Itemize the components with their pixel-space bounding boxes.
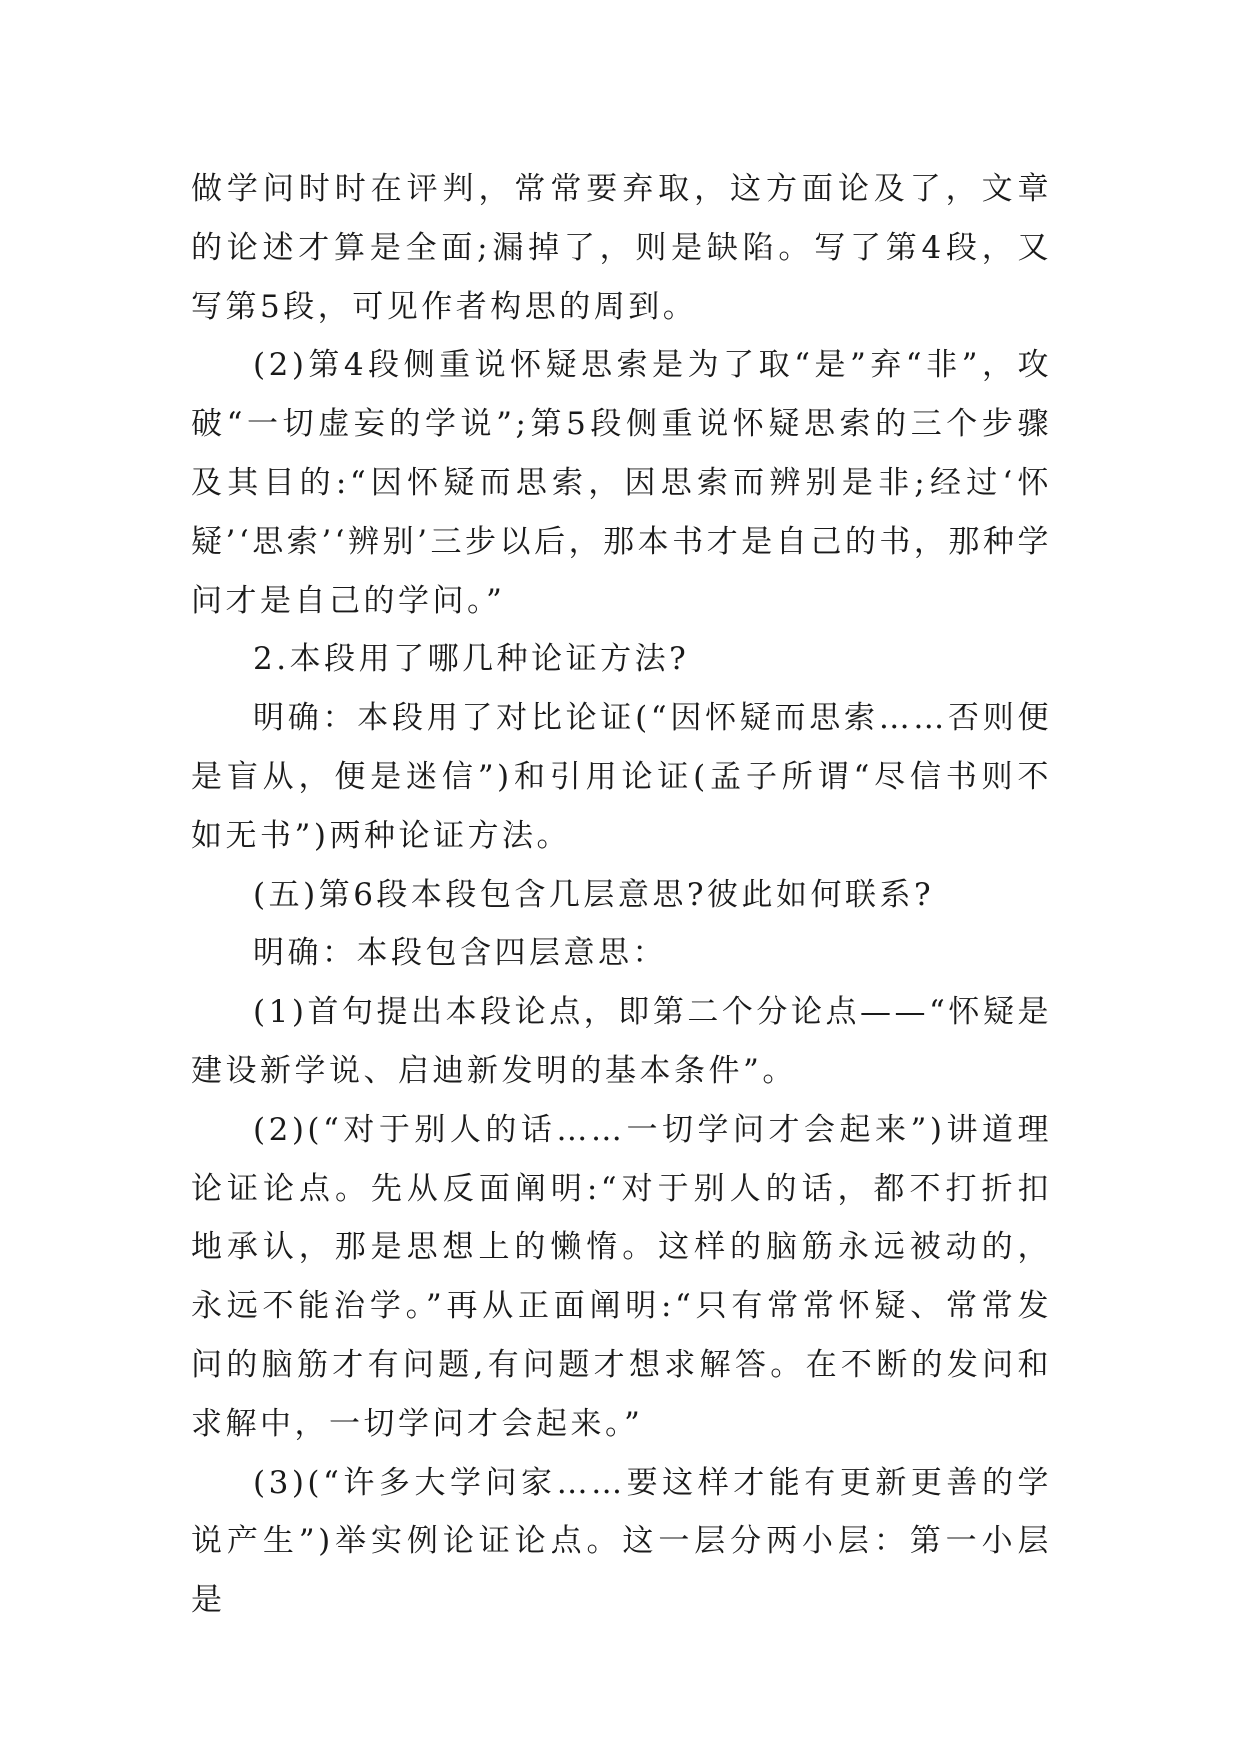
body-text	[191, 160, 1052, 1630]
paragraph: (3)(“许多大学问家……要这样才能有更新更善的学说产生”)举实例论证论点。这一层分两小层：第一小层是	[191, 1464, 1052, 1619]
paragraph: (1)首句提出本段论点，即第二个分论点——“怀疑是建设新学说、启迪新发明的基本条件”。	[191, 994, 1052, 1089]
paragraph: 做学问时时在评判，常常要弃取，这方面论及了，文章的论述才算是全面;漏掉了，则是缺陷。写了第4段，又写第5段，可见作者构思的周到。	[191, 171, 1052, 325]
paragraph: 明确：本段包含四层意思：	[253, 935, 667, 972]
paragraph: 明确：本段用了对比论证(“因怀疑而思索……否则便是盲从，便是迷信”)和引用论证(孟子所谓“尽信书则不如无书”)两种论证方法。	[191, 700, 1052, 854]
question-heading: 2.本段用了哪几种论证方法?	[253, 641, 690, 678]
paragraph: (2)(“对于别人的话……一切学问才会起来”)讲道理论证论点。先从反面阐明:“对于别人的话，都不打折扣地承认，那是思想上的懒惰。这样的脑筋永远被动的，永远不能治学。”再从正面阐明:“只有常常怀疑、常常发问的脑筋才有问题,有问题才想求解答。在不断的发问和求解中，一切学问才会起来。”	[191, 1111, 1052, 1442]
paragraph: (2)第4段侧重说怀疑思索是为了取“是”弃“非”，攻破“一切虚妄的学说”;第5段侧重说怀疑思索的三个步骤及其目的:“因怀疑而思索，因思索而辨别是非;经过‘怀疑’‘思索’‘辨别’三步以后，那本书才是自己的书，那种学问才是自己的学问。”	[191, 347, 1052, 619]
question-heading: (五)第6段本段包含几层意思?彼此如何联系?	[253, 876, 935, 913]
